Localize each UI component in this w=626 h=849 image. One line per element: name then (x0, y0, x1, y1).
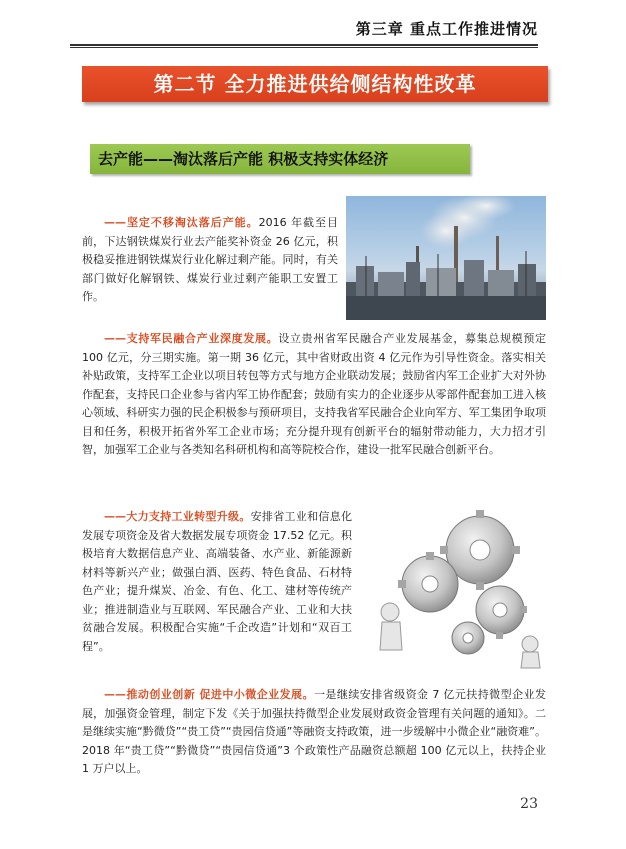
paragraph-coal-steel (82, 214, 338, 307)
factory-photo (346, 196, 546, 320)
paragraph-body: 一是继续安排省级资金 7 亿元扶持微型企业发展，加强资金管理，制定下发《关于加强扶持微型企业发展财政资金管理有关问题的通知》。二是继续实施“黔微贷”“贵工贷”“贵园信贷通”等融资支持政策，进一步缓解中小微企业“融资难”。2018 年“贵工贷”“黔微贷”“贵园信贷通”3 个政策性产品融资总额超 100 亿元以上，扶持企业 1 万户以上。 (82, 688, 546, 775)
paragraph-lead: ——坚定不移淘汰落后产能。 (104, 216, 259, 229)
paragraph-body: 设立贵州省军民融合产业发展基金，募集总规模预定 100 亿元，分三期实施。第一期 36 亿元，其中省财政出资 4 亿元作为引导性资金。落实相关补贴政策，支持军工企业以项目转包等方式与地方企业联动发展；鼓励省内军工企业扩大对外协作配套，支持民口企业参与省内军工协作配套；鼓励有实力的企业逐步从零部件配套加工进入核心领域、科研实力强的民企积极参与预研项目，支持我省军民融合企业向军方、军工集团争取项目和任务，积极开拓省外军工企业市场；充分提升现有创新平台的辐射带动能力，大力招才引智，加强军工企业与各类知名科研机构和高等院校合作，建设一批军民融合创新平台。 (82, 332, 547, 456)
header-rule-thin (70, 47, 538, 48)
section-title-banner: 第二节 全力推进供给侧结构性改革 (82, 66, 548, 102)
chapter-header: 第三章 重点工作推进情况 (355, 20, 538, 38)
page-number: 23 (520, 796, 538, 812)
paragraph-body: 2016 年截至目前，下达钢铁煤炭行业去产能奖补资金 26 亿元，积极稳妥推进钢铁煤炭行业化解过剩产能。同时，有关部门做好化解钢铁、煤炭行业过剩产能职工安置工作。 (82, 216, 338, 303)
header-rule (70, 44, 538, 46)
paragraph-small-business (82, 686, 546, 779)
subsection-title-banner: 去产能——淘汰落后产能 积极支持实体经济 (90, 144, 470, 174)
paragraph-lead: ——大力支持工业转型升级。 (104, 510, 251, 523)
paragraph-body: 安排省工业和信息化发展专项资金及省大数据发展专项资金 17.52 亿元。积极培育大数据信息产业、高端装备、水产业、新能源新材料等新兴产业；做强白酒、医药、特色食品、石材特色产业；提升煤炭、冶金、有色、化工、建材等传统产业；推进制造业与互联网、军民融合产业、工业和大扶贫融合发展。积极配合实施“千企改造”计划和“双百工程”。 (82, 510, 353, 653)
gears-illustration (360, 500, 550, 670)
paragraph-military-civil (82, 330, 546, 460)
paragraph-industry-upgrade (82, 508, 352, 656)
paragraph-lead: ——支持军民融合产业深度发展。 (104, 332, 279, 345)
paragraph-lead: ——推动创业创新 促进中小微企业发展。 (104, 688, 314, 701)
